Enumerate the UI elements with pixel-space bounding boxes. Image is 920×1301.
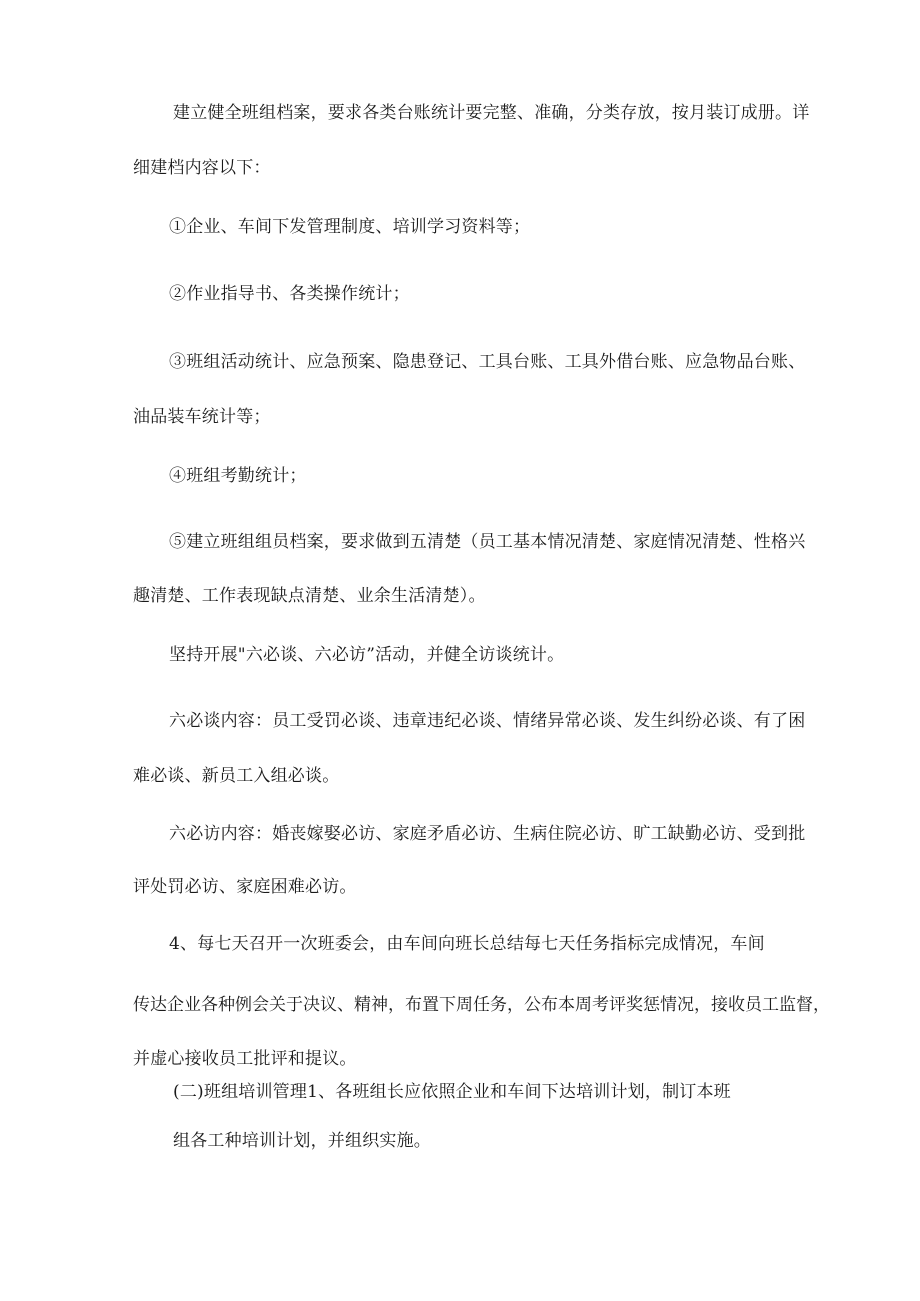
list-item-3-line-1: ③班组活动统计、应急预案、隐患登记、工具台账、工具外借台账、应急物品台账、 — [169, 352, 806, 372]
paragraph-six-talks-line-2: 难必谈、新员工入组必谈。 — [133, 766, 340, 786]
section-training-line-1: (二)班组培训管理1、各班组长应依照企业和车间下达培训计划，制订本班 — [173, 1082, 731, 1102]
paragraph-archive-line-2: 细建档内容以下： — [133, 158, 271, 178]
list-item-2: ②作业指导书、各类操作统计； — [169, 284, 410, 304]
section-training-line-2: 组各工种培训计划，并组织实施。 — [173, 1131, 431, 1151]
list-item-3-line-2: 油品装车统计等； — [133, 407, 271, 427]
paragraph-meeting-line-1: 4、每七天召开一次班委会，由车间向班长总结每七天任务指标完成情况，车间 — [169, 934, 765, 954]
list-item-1: ①企业、车间下发管理制度、培训学习资料等； — [169, 217, 531, 237]
paragraph-six-talks-line-1: 六必谈内容：员工受罚必谈、违章违纪必谈、情绪异常必谈、发生纠纷必谈、有了困 — [169, 711, 806, 731]
paragraph-six-visits-line-2: 评处罚必访、家庭困难必访。 — [133, 877, 357, 897]
list-item-4: ④班组考勤统计； — [169, 466, 307, 486]
paragraph-meeting-line-3: 并虚心接收员工批评和提议。 — [133, 1049, 357, 1069]
paragraph-interviews: 坚持开展"六必谈、六必访”活动，并健全访谈统计。 — [169, 645, 565, 665]
list-item-5-line-1: ⑤建立班组组员档案，要求做到五清楚（员工基本情况清楚、家庭情况清楚、性格兴 — [169, 532, 806, 552]
paragraph-archive-line-1: 建立健全班组档案，要求各类台账统计要完整、准确，分类存放，按月装订成册。详 — [173, 103, 810, 123]
paragraph-meeting-line-2: 传达企业各种例会关于决议、精神，布置下周任务，公布本周考评奖惩情况，接收员工监督， — [133, 995, 830, 1015]
list-item-5-line-2: 趣清楚、工作表现缺点清楚、业余生活清楚）。 — [133, 586, 486, 606]
paragraph-six-visits-line-1: 六必访内容：婚丧嫁娶必访、家庭矛盾必访、生病住院必访、旷工缺勤必访、受到批 — [169, 824, 806, 844]
